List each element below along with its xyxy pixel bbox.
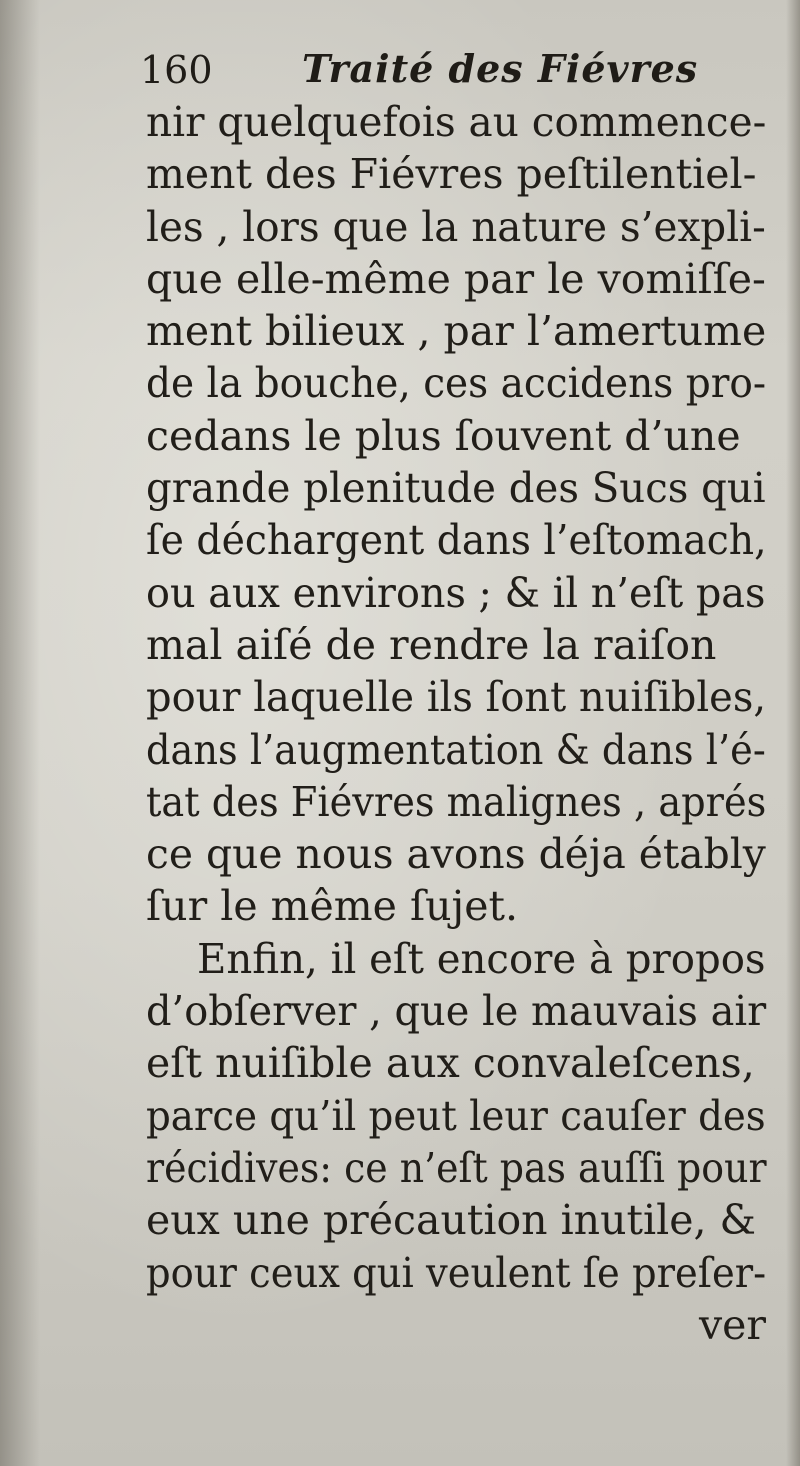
text-line: ſe déchargent dans l’eſtomach, — [146, 516, 767, 565]
text-line: ce que nous avons déja étably — [146, 830, 766, 879]
text-line: d’obſerver , que le mauvais air — [146, 987, 767, 1036]
text-line: de la bouche, ces accidens pro- — [146, 359, 767, 408]
text-line: pour laquelle ils ſont nuiſibles, — [146, 673, 767, 722]
running-head — [140, 42, 760, 102]
text-line: les , lors que la nature s’expli- — [146, 202, 766, 251]
text-line: mal aiſé de rendre la raiſon — [146, 620, 717, 669]
catchword: ver — [698, 1300, 766, 1349]
paragraph-start-line: Enfin, il eſt encore à propos — [197, 934, 766, 983]
text-line: cedans le plus ſouvent d’une — [146, 411, 741, 460]
page-number: 160 — [140, 48, 213, 92]
text-line: ment bilieux , par l’amertume — [146, 307, 767, 356]
text-line: nir quelquefois au commence- — [146, 98, 767, 146]
text-line: parce qu’il peut leur cauſer des — [146, 1091, 766, 1140]
text-line: ſur le même ſujet. — [146, 882, 519, 931]
text-line: eux une précaution inutile, & — [146, 1196, 757, 1245]
text-line: tat des Fiévres malignes , aprés — [146, 777, 767, 826]
gutter-shadow — [0, 0, 40, 1466]
text-line: pour ceux qui veulent ſe preſer- — [146, 1248, 767, 1297]
running-title: Traité des Fiévres — [302, 46, 699, 91]
body-text — [146, 96, 766, 1351]
text-line: ou aux environs ; & il n’eſt pas — [146, 568, 766, 617]
text-line: que elle-même par le vomiſſe- — [146, 254, 766, 303]
text-line: dans l’augmentation & dans l’é- — [146, 725, 766, 774]
text-line: eſt nuiſible aux convaleſcens, — [146, 1039, 755, 1088]
text-line: grande plenitude des Sucs qui — [146, 464, 766, 513]
text-line: récidives: ce n’eſt pas auſſi pour — [146, 1143, 767, 1192]
page-edge — [786, 0, 800, 1466]
text-line: ment des Fiévres peſtilentiel- — [146, 150, 757, 199]
